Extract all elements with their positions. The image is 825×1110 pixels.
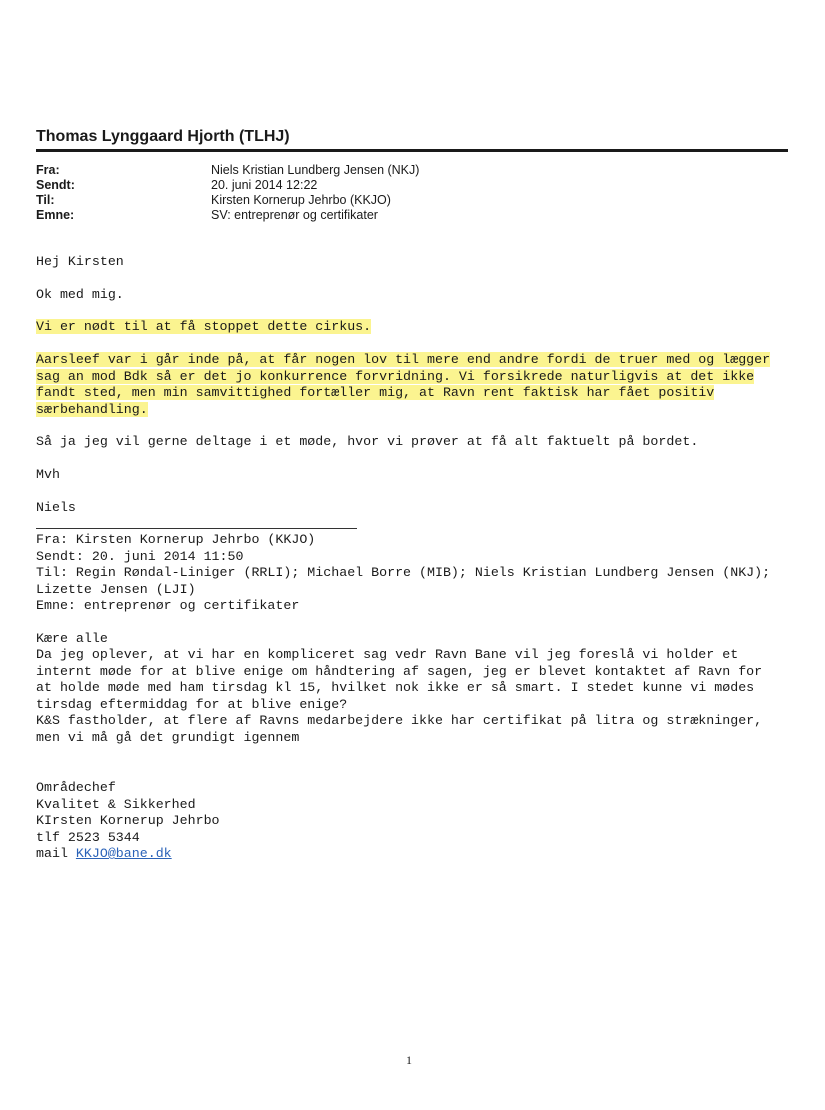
sig-name: KIrsten Kornerup Jehrbo: [36, 813, 220, 828]
page-number: 1: [406, 1053, 412, 1067]
header-from: [36, 163, 419, 178]
header-sent: [36, 178, 419, 193]
mailbox-owner: Thomas Lynggaard Hjorth (TLHJ): [36, 128, 788, 152]
reply-ok: Ok med mig.: [36, 287, 124, 302]
header-to: [36, 193, 419, 208]
sig-title: Områdechef: [36, 780, 116, 795]
header-value: 20. juni 2014 12:22: [211, 178, 318, 192]
highlighted-text: Aarsleef var i går inde på, at får nogen lov til mere end andre fordi de truer med og lægger: [36, 352, 771, 367]
body-line: internt møde for at blive enige om håndtering af sagen, jeg er blevet kontaktet af Ravn for: [36, 663, 763, 679]
original-signature: [36, 780, 220, 863]
highlighted-text: fandt sted, men min samvittighed fortæller mig, at Ravn rent faktisk har fået positiv: [36, 385, 715, 400]
highlighted-text: sag an mod Bdk så er det jo konkurrence forvridning. Vi forsikrede naturligvis at det ikke: [36, 368, 755, 384]
original-to-cont: Lizette Jensen (LJI): [36, 581, 196, 597]
email-header: [36, 163, 419, 223]
header-value: SV: entreprenør og certifikater: [211, 208, 378, 222]
original-sent: Sendt: 20. juni 2014 11:50: [36, 548, 244, 564]
body-line: men vi må gå det grundigt igennem: [36, 729, 300, 745]
original-subject: Emne: entreprenør og certifikater: [36, 598, 300, 613]
reply-highlight-line: [36, 319, 371, 336]
header-value: Kirsten Kornerup Jehrbo (KKJO): [211, 193, 391, 207]
original-greeting: Kære alle: [36, 631, 108, 646]
original-from: Fra: Kirsten Kornerup Jehrbo (KKJO): [36, 532, 316, 547]
header-subject: [36, 208, 419, 223]
reply-regards: Mvh: [36, 467, 60, 482]
reply-closing-line: Så ja jeg vil gerne deltage i et møde, hvor vi prøver at få alt faktuelt på bordet.: [36, 434, 699, 449]
quote-divider: [36, 528, 357, 529]
reply-greeting: Hej Kirsten: [36, 254, 124, 269]
header-value: Niels Kristian Lundberg Jensen (NKJ): [211, 163, 420, 177]
original-header: [36, 532, 770, 615]
header-label: Fra:: [36, 163, 60, 177]
original-body: [36, 647, 762, 746]
body-line: Da jeg oplever, at vi har en kompliceret sag vedr Ravn Bane vil jeg foreslå vi holder et: [36, 647, 739, 662]
reply-paragraph: [36, 352, 770, 418]
header-label: Til:: [36, 193, 55, 207]
highlighted-text: særbehandling.: [36, 401, 148, 417]
sig-dept: Kvalitet & Sikkerhed: [36, 796, 196, 812]
sig-phone: tlf 2523 5344: [36, 829, 140, 845]
email-link[interactable]: KKJO@bane.dk: [75, 846, 172, 861]
header-label: Emne:: [36, 208, 75, 222]
sig-mail-prefix: mail: [36, 846, 76, 861]
body-line: K&S fastholder, at flere af Ravns medarbejdere ikke har certifikat på litra og strækninger,: [36, 713, 763, 728]
body-line: tirsdag eftermiddag for at blive enige?: [36, 696, 348, 712]
body-line: at holde møde med ham tirsdag kl 15, hvilket nok ikke er så smart. I stedet kunne vi mødes: [36, 680, 755, 695]
reply-signature: Niels: [36, 500, 76, 515]
highlighted-text: Vi er nødt til at få stoppet dette cirkus.: [36, 319, 372, 334]
header-label: Sendt:: [36, 178, 75, 192]
original-to: Til: Regin Røndal-Liniger (RRLI); Michael Borre (MIB); Niels Kristian Lundberg Jensen (NKJ);: [36, 565, 771, 580]
